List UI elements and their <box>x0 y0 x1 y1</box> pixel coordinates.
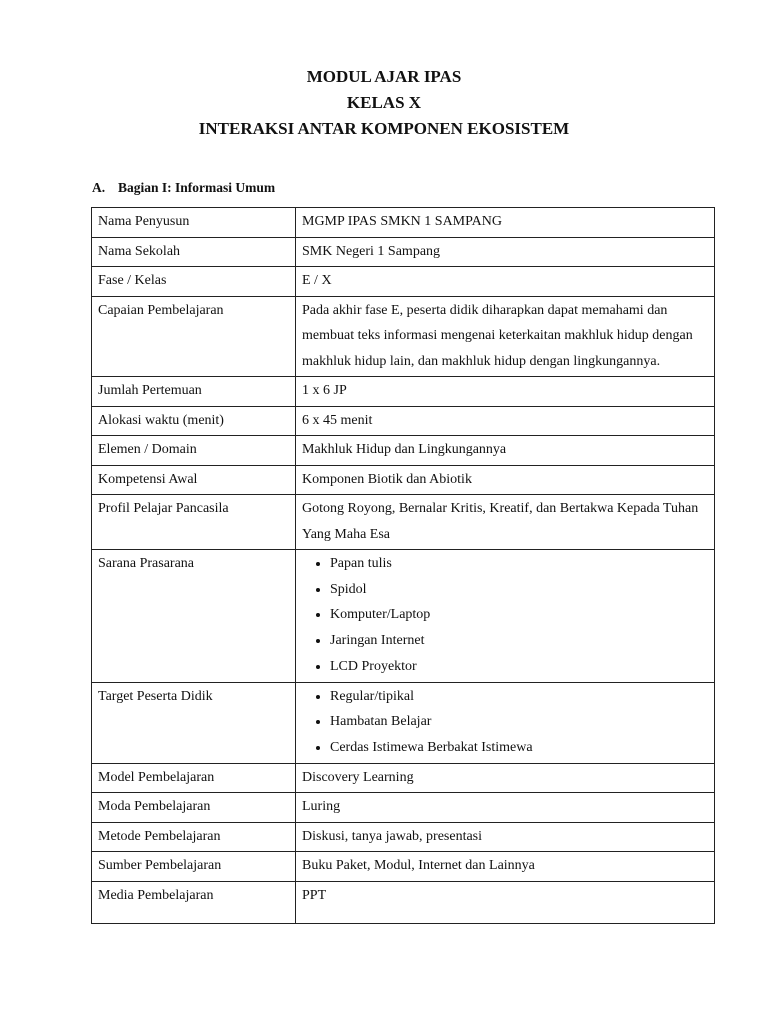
list-item: • Regular/tipikal <box>330 684 708 710</box>
list-item: • Spidol <box>330 577 708 603</box>
list-item: • LCD Proyektor <box>330 654 708 680</box>
row-value: Discovery Learning <box>296 763 715 793</box>
row-value: Komponen Biotik dan Abiotik <box>296 465 715 495</box>
row-label: Kompetensi Awal <box>92 465 296 495</box>
row-label: Nama Penyusun <box>92 208 296 238</box>
row-label: Sumber Pembelajaran <box>92 852 296 882</box>
section-letter: A. <box>92 180 106 195</box>
table-row <box>92 208 715 238</box>
row-label: Jumlah Pertemuan <box>92 377 296 407</box>
list-item: • Hambatan Belajar <box>330 709 708 735</box>
document-title-block <box>0 64 768 142</box>
table-row <box>92 682 715 763</box>
section-title: Bagian I: Informasi Umum <box>118 180 276 195</box>
row-value: Pada akhir fase E, peserta didik diharapkan dapat memahami dan membuat teks informasi mengenai keterkaitan makhluk hidup dengan makhluk hidup lain, dan makhluk hidup dengan lingkungannya. <box>296 296 715 377</box>
row-label: Media Pembelajaran <box>92 881 296 923</box>
section-heading <box>92 180 275 196</box>
row-value: 1 x 6 JP <box>296 377 715 407</box>
list-item: • Komputer/Laptop <box>330 602 708 628</box>
row-value-text: PPT <box>302 887 327 903</box>
table-row <box>92 267 715 297</box>
row-value: MGMP IPAS SMKN 1 SAMPANG <box>296 208 715 238</box>
row-label: Sarana Prasarana <box>92 550 296 683</box>
row-value: Gotong Royong, Bernalar Kritis, Kreatif, dan Bertakwa Kepada Tuhan Yang Maha Esa <box>296 495 715 550</box>
table-row <box>92 763 715 793</box>
list-item: • Cerdas Istimewa Berbakat Istimewa <box>330 735 708 761</box>
title-line-3: INTERAKSI ANTAR KOMPONEN EKOSISTEM <box>198 119 570 138</box>
list-item: • Jaringan Internet <box>330 628 708 654</box>
row-value: Luring <box>296 793 715 823</box>
table-row <box>92 465 715 495</box>
row-label: Alokasi waktu (menit) <box>92 406 296 436</box>
row-value: Buku Paket, Modul, Internet dan Lainnya <box>296 852 715 882</box>
bullet-list <box>302 551 708 680</box>
table-row <box>92 296 715 377</box>
table-row <box>92 881 715 923</box>
row-value: Makhluk Hidup dan Lingkungannya <box>296 436 715 466</box>
row-value: Diskusi, tanya jawab, presentasi <box>296 822 715 852</box>
row-label: Profil Pelajar Pancasila <box>92 495 296 550</box>
row-value: 6 x 45 menit <box>296 406 715 436</box>
row-value: SMK Negeri 1 Sampang <box>296 237 715 267</box>
table-row <box>92 550 715 683</box>
row-label: Fase / Kelas <box>92 267 296 297</box>
table-row <box>92 852 715 882</box>
list-item: • Papan tulis <box>330 551 708 577</box>
table-row <box>92 377 715 407</box>
row-label: Model Pembelajaran <box>92 763 296 793</box>
title-line-2: KELAS X <box>346 93 422 112</box>
row-label: Capaian Pembelajaran <box>92 296 296 377</box>
row-label: Metode Pembelajaran <box>92 822 296 852</box>
row-label: Elemen / Domain <box>92 436 296 466</box>
bullet-list <box>302 684 708 761</box>
title-line-1: MODUL AJAR IPAS <box>306 67 462 86</box>
table-row <box>92 495 715 550</box>
row-value: E / X <box>296 267 715 297</box>
row-label: Nama Sekolah <box>92 237 296 267</box>
table-row <box>92 822 715 852</box>
row-label: Target Peserta Didik <box>92 682 296 763</box>
row-label: Moda Pembelajaran <box>92 793 296 823</box>
table-row <box>92 406 715 436</box>
row-value <box>296 682 715 763</box>
table-row <box>92 793 715 823</box>
row-value <box>296 881 715 923</box>
table-row <box>92 436 715 466</box>
table-row <box>92 237 715 267</box>
row-value <box>296 550 715 683</box>
info-table <box>91 207 715 924</box>
